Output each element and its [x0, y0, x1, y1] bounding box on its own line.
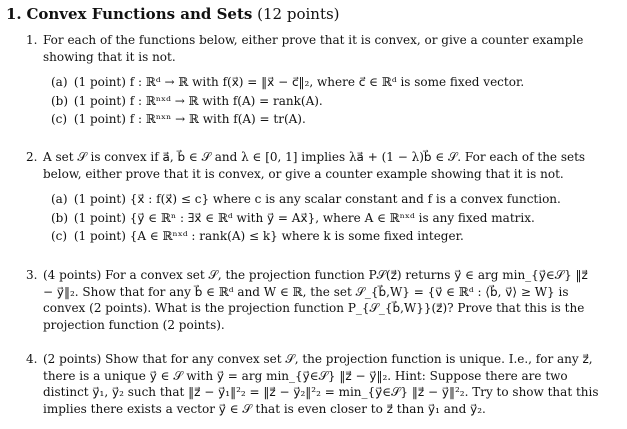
question-1	[26, 32, 601, 129]
subpart-item	[51, 209, 601, 228]
question-text: (2 points) Show that for any convex set 𝒮, the projection function is unique. I.e., for any z⃗, there is a unique y⃗ ∈ 𝒮 with y⃗ = arg min_{y⃗∈𝒮} ‖z⃗ − y⃗‖₂. Hint: Suppose there are two distinct y⃗₁, y⃗₂ such that ‖z⃗ − y⃗₁‖²₂ = ‖z⃗ − y⃗₂‖²₂ = min_{y⃗∈𝒮} ‖z⃗ − y⃗‖²₂. Try to show that this implies there exists a vector y⃗ ∈ 𝒮 that is even closer to z⃗ than y⃗₁ and y⃗₂.	[43, 352, 599, 416]
subpart-label: (a)	[51, 75, 68, 89]
section-title: Convex Functions and Sets	[26, 5, 253, 23]
subpart-text: (1 point) f : ℝⁿˣᵈ → ℝ with f(A) = rank(A).	[73, 93, 323, 108]
subpart-item	[51, 92, 601, 111]
question-number: 1.	[26, 33, 38, 47]
question-3	[26, 267, 601, 333]
subpart-label: (c)	[51, 112, 68, 126]
subpart-label: (a)	[51, 192, 68, 206]
question-text: (4 points) For a convex set 𝒮, the projection function P𝒮(z⃗) returns y⃗ ∈ arg min_{y⃗∈𝒮} ‖z⃗ − y⃗‖₂. Show that for any b⃗ ∈ ℝᵈ and W ∈ ℝ, the set 𝒮_{b⃗,W} = {v⃗ ∈ ℝᵈ : ⟨b⃗, v⃗⟩ ≥ W} is convex (2 points). What is the projection function P_{𝒮_{b⃗,W}}(z⃗)? Prove that this is the projection function (2 points).	[43, 268, 588, 332]
question-number: 3.	[26, 268, 38, 282]
subpart-text: (1 point) f : ℝⁿˣⁿ → ℝ with f(A) = tr(A).	[73, 112, 306, 126]
question-number: 2.	[26, 150, 38, 164]
subpart-item	[51, 227, 601, 246]
question-2	[26, 149, 601, 246]
subpart-text: (1 point) f : ℝᵈ → ℝ with f(x⃗) = ‖x⃗ − c⃗‖₂, where c⃗ ∈ ℝᵈ is some fixed vector.	[73, 75, 525, 89]
subpart-item	[51, 110, 601, 129]
subpart-text: (1 point) {x⃗ : f(x⃗) ≤ c} where c is any scalar constant and f is a convex function.	[73, 192, 561, 206]
subpart-item	[51, 73, 601, 92]
subpart-text: (1 point) {A ∈ ℝⁿˣᵈ : rank(A) ≤ k} where k is some fixed integer.	[73, 229, 464, 243]
subpart-list	[51, 190, 601, 246]
subpart-item	[51, 190, 601, 209]
subpart-label: (b)	[51, 210, 69, 225]
subpart-label: (b)	[51, 93, 69, 108]
question-4	[26, 351, 601, 417]
question-text: A set 𝒮 is convex if a⃗, b⃗ ∈ 𝒮 and λ ∈ [0, 1] implies λa⃗ + (1 − λ)b⃗ ∈ 𝒮. For each of the sets below, either prove that it is convex, or give a counter example showing that it is not.	[43, 150, 586, 181]
section-heading	[6, 4, 340, 24]
section-number: 1.	[6, 5, 22, 23]
subpart-label: (c)	[51, 229, 68, 243]
question-number: 4.	[26, 352, 38, 366]
subpart-list	[51, 73, 601, 129]
section-points: (12 points)	[257, 5, 340, 23]
question-text: For each of the functions below, either prove that it is convex, or give a counter example showing that it is not.	[43, 33, 584, 64]
subpart-text: (1 point) {y⃗ ∈ ℝⁿ : ∃x⃗ ∈ ℝᵈ with y⃗ = Ax⃗}, where A ∈ ℝⁿˣᵈ is any fixed matrix.	[73, 210, 535, 225]
